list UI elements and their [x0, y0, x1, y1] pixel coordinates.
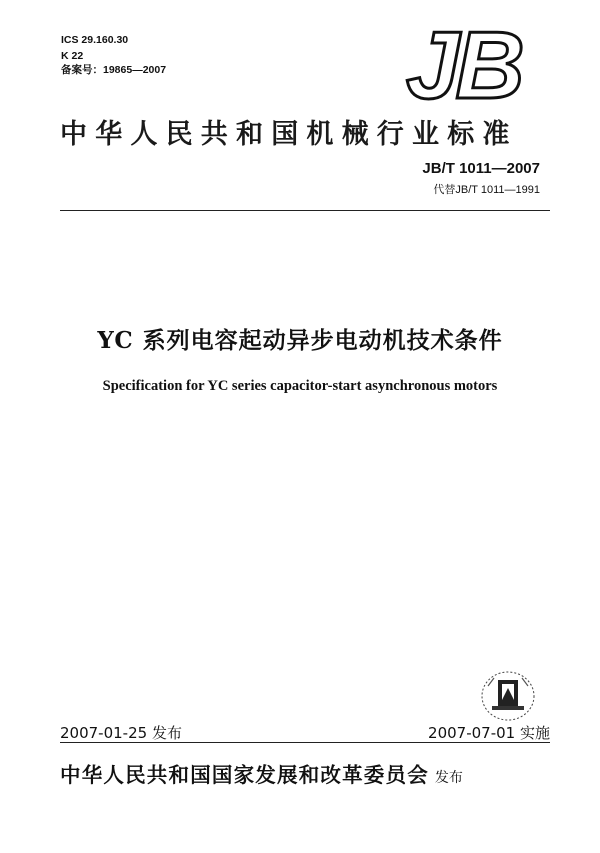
record-number: 备案号：19865—2007: [61, 64, 167, 76]
standard-category-title: 中华人民共和国机械行业标准: [60, 119, 518, 150]
bottom-divider: [60, 742, 550, 743]
classification-code: K 22: [61, 50, 84, 62]
jb-logo-text: JB: [406, 24, 521, 104]
document-title: YC 系列电容起动异步电动机技术条件: [97, 327, 503, 354]
top-divider: [60, 210, 550, 211]
issue-date: 2007-01-25 发布: [60, 724, 182, 742]
replaced-standard: 代替JB/T 1011—1991: [433, 184, 540, 196]
ics-code: ICS 29.160.30: [61, 34, 129, 46]
publisher: [60, 758, 560, 788]
document-subtitle: Specification for YC series capacitor-start asynchronous motors: [102, 378, 498, 394]
implementation-date: 2007-07-01 实施: [428, 724, 550, 742]
publish-label: 发布: [434, 770, 463, 786]
publisher-emblem-icon: [478, 666, 538, 722]
publisher-organization: 中华人民共和国国家发展和改革委员会: [60, 763, 429, 787]
standard-number: JB/T 1011—2007: [422, 160, 540, 177]
jb-logo-icon: [402, 24, 542, 104]
